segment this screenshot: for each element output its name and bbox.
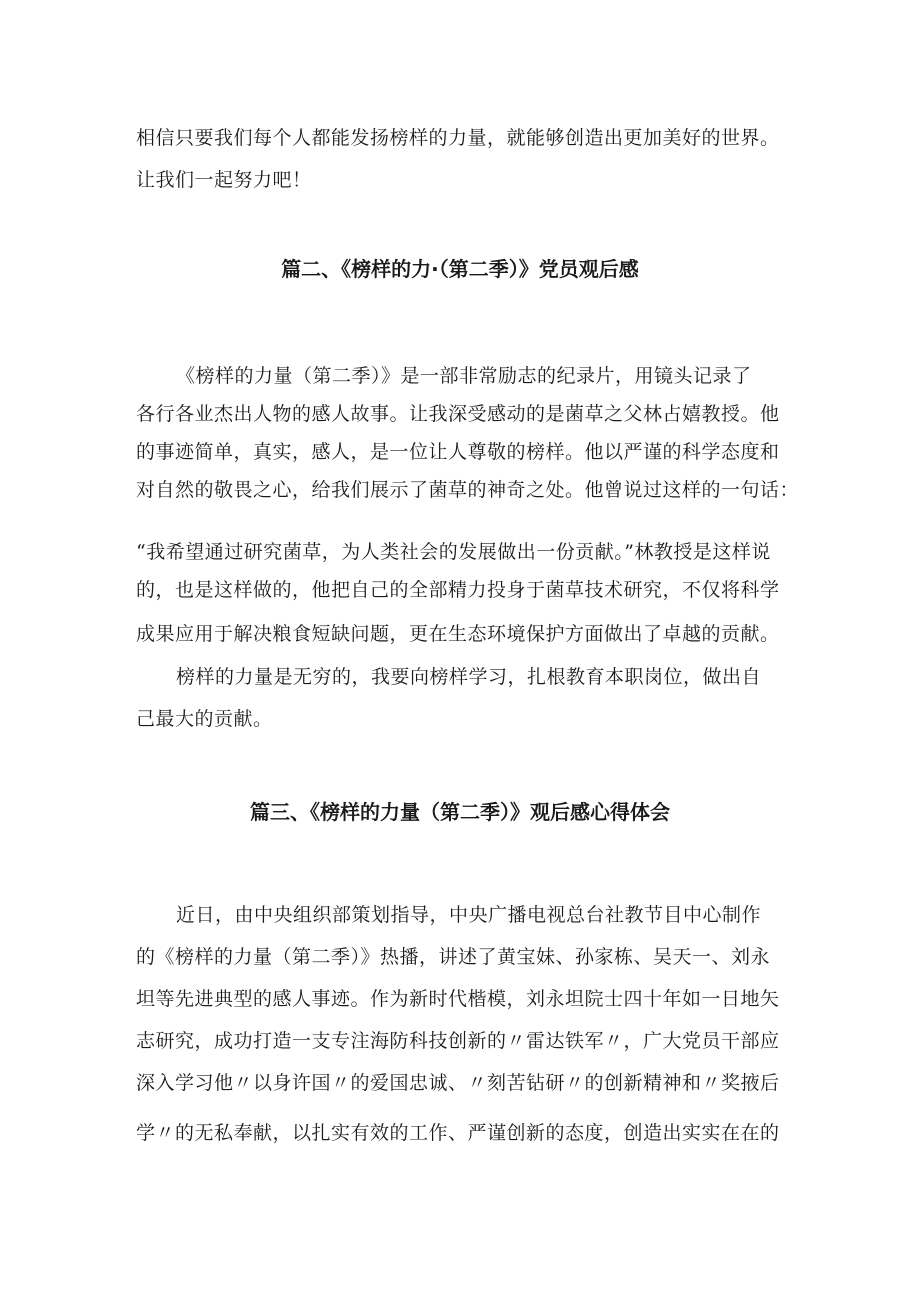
body-text-line: 让我们一起努力吧！ xyxy=(136,169,312,191)
body-text-line: “我希望通过研究菌草，为人类社会的发展做出一份贡献。”林教授是这样说 xyxy=(136,541,771,563)
body-text-line: 《榜样的力量（第二季）》是一部非常励志的纪录片，用镜头记录了 xyxy=(176,365,752,387)
body-text-line: 近日，由中央组织部策划指导，中央广播电视总台社教节目中心制作 xyxy=(176,904,762,926)
body-text-line: 学〃的无私奉献，以扎实有效的工作、严谨创新的态度，创造出实实在在的 xyxy=(136,1122,780,1144)
body-text-line: 成果应用于解决粮食短缺问题，更在生态环境保护方面做出了卓越的贡献。 xyxy=(136,623,780,645)
body-text-line: 的，也是这样做的，他把自己的全部精力投身于菌草技术研究，不仅将科学 xyxy=(136,579,780,601)
body-text-line: 榜样的力量是无穷的，我要向榜样学习，扎根教育本职岗位，做出自 xyxy=(176,666,762,688)
section-heading: 篇三、《榜样的力量（第二季）》观后感心得体会 xyxy=(250,800,670,824)
body-text-line: 相信只要我们每个人都能发扬榜样的力量，就能够创造出更加美好的世界。 xyxy=(136,127,780,149)
body-text-line: 坦等先进典型的感人事迹。作为新时代楷模，刘永坦院士四十年如一日地矢 xyxy=(136,988,780,1010)
body-text-line: 各行各业杰出人物的感人故事。让我深受感动的是菌草之父林占嬉教授。他 xyxy=(136,403,780,425)
body-text-line: 深入学习他〃以身许国〃的爱国忠诚、〃刻苦钻研〃的创新精神和〃奖掖后 xyxy=(136,1072,780,1094)
body-text-line: 志研究，成功打造一支专注海防科技创新的〃雷达铁军〃，广大党员干部应 xyxy=(136,1030,780,1052)
body-text-line: 对自然的敬畏之心，给我们展示了菌草的神奇之处。他曾说过这样的一句话： xyxy=(136,479,800,501)
body-text-line: 的事迹简单，真实，感人，是一位让人尊敬的榜样。他以严谨的科学态度和 xyxy=(136,441,780,463)
section-heading: 篇二、《榜样的力·（第二季）》党员观后感 xyxy=(281,257,639,281)
body-text-line: 己最大的贡献。 xyxy=(136,708,273,730)
body-text-line: 的《榜样的力量（第二季）》热播，讲述了黄宝妹、孙家栋、吴天一、刘永 xyxy=(136,946,771,968)
